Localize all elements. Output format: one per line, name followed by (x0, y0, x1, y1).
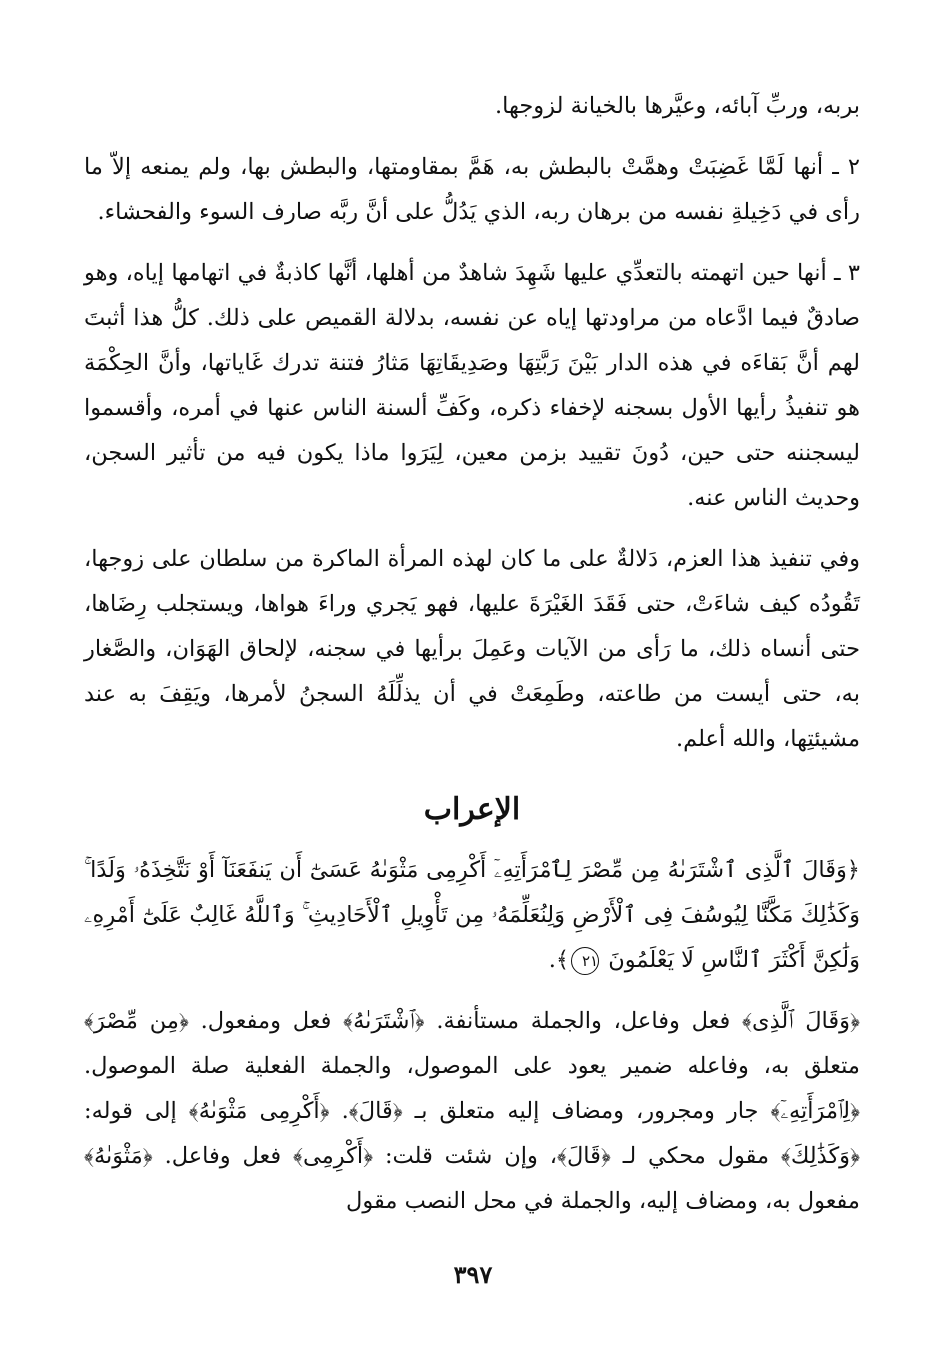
ayah-number-marker: ٢١ (571, 947, 599, 975)
verse-text: ﴿وَقَالَ ٱلَّذِى ٱشْتَرَىٰهُ مِن مِّصْرَ لِٱمْرَأَتِهِۦٓ أَكْرِمِى مَثْوَىٰهُ عَسَىٰٓ أَن يَنفَعَنَآ أَوْ نَتَّخِذَهُۥ وَلَدًا ۚ وَكَذَٰلِكَ مَكَّنَّا لِيُوسُفَ فِى ٱلْأَرْضِ وَلِنُعَلِّمَهُۥ مِن تَأْوِيلِ ٱلْأَحَادِيثِ ۚ وَٱللَّهُ غَالِبٌ عَلَىٰٓ أَمْرِهِۦ وَلَٰكِنَّ أَكْثَرَ ٱلنَّاسِ لَا يَعْلَمُونَ (84, 857, 860, 973)
irab-paragraph: ﴿وَقَالَ ٱلَّذِى﴾ فعل وفاعل، والجملة مستأنفة. ﴿ٱشْتَرَىٰهُ﴾ فعل ومفعول. ﴿مِن مِّصْرَ﴾ متعلق به، وفاعله ضمير يعود على الموصول، والجملة الفعلية صلة الموصول. ﴿لِٱمْرَأَتِهِۦٓ﴾ جار ومجرور، ومضاف إليه متعلق بـ ﴿قَالَ﴾. ﴿أَكْرِمِى مَثْوَىٰهُ﴾ إلى قوله: ﴿وَكَذَٰلِكَ﴾ مقول محكي لـ ﴿قَالَ﴾، وإن شئت قلت: ﴿أَكْرِمِى﴾ فعل وفاعل. ﴿مَثْوَىٰهُ﴾ مفعول به، ومضاف إليه، والجملة في محل النصب مقول (84, 1008, 860, 1214)
paragraph-execution: وفي تنفيذ هذا العزم، دَلالةٌ على ما كان لهذه المرأة الماكرة من سلطان على زوجها، تَقُودُه كيف شاءَتْ، حتى فَقَدَ الغَيْرَةَ عليها، فهو يَجري وراءَ هواها، ويستجلب رِضَاها، حتى أنساه ذلك، ما رَأى من الآيات وعَمِلَ برأيها في سجنه، لإلحاق الهَوَان، والصَّغار به، حتى أيست من طاعته، وطَمِعَتْ في أن يذلِّلَهُ السجنُ لأمرها، ويَقِفَ به عند مشيئتِها، والله أعلم. (84, 546, 860, 752)
section-heading-irab: الإعراب (423, 792, 521, 827)
paragraph-continuation: بربه، وربِّ آبائه، وعيَّرها بالخيانة لزوجها. (495, 93, 860, 119)
page-number: ٣٩٧ (453, 1260, 493, 1289)
paragraph-point-2: ٢ ـ أنها لَمَّا غَضِبَتْ وهمَّتْ بالبطش به، هَمَّ بمقاومتها، والبطش بها، ولم يمنعه إلاّ ما رأى في دَخِيلةِ نفسه من برهان ربه، الذي يَدُلُّ على أنَّ ربَّه صارف السوء والفحشاء. (84, 154, 860, 225)
paragraph-point-3: ٣ ـ أنها حين اتهمته بالتعدِّي عليها شَهِدَ شاهدٌ من أهلها، أنَّها كاذبةٌ في اتهامها إياه، وهو صادقٌ فيما ادَّعاه من مراودتها إياه عن نفسه، بدلالة القميص على ذلك. كلُّ هذا أثبتَ لهم أنَّ بَقاءَه في هذه الدار بَيْنَ رَبَّتِهَا وصَدِيقَاتِهَا مَثارُ فتنة تدرك غَاياتها، وأنَّ الحِكْمَة هو تنفيذُ رأيها الأول بسجنه لإخفاء ذكره، وكَفِّ ألسنة الناس عنها في أمره، وأقسموا ليسجننه حتى حين، دُونَ تقييد بزمن معين، لِيَرَوا ماذا يكون فيه من تأثير السجن، وحديث الناس عنه. (84, 260, 860, 511)
quran-verse (84, 848, 860, 983)
verse-close: ﴾. (548, 947, 570, 973)
